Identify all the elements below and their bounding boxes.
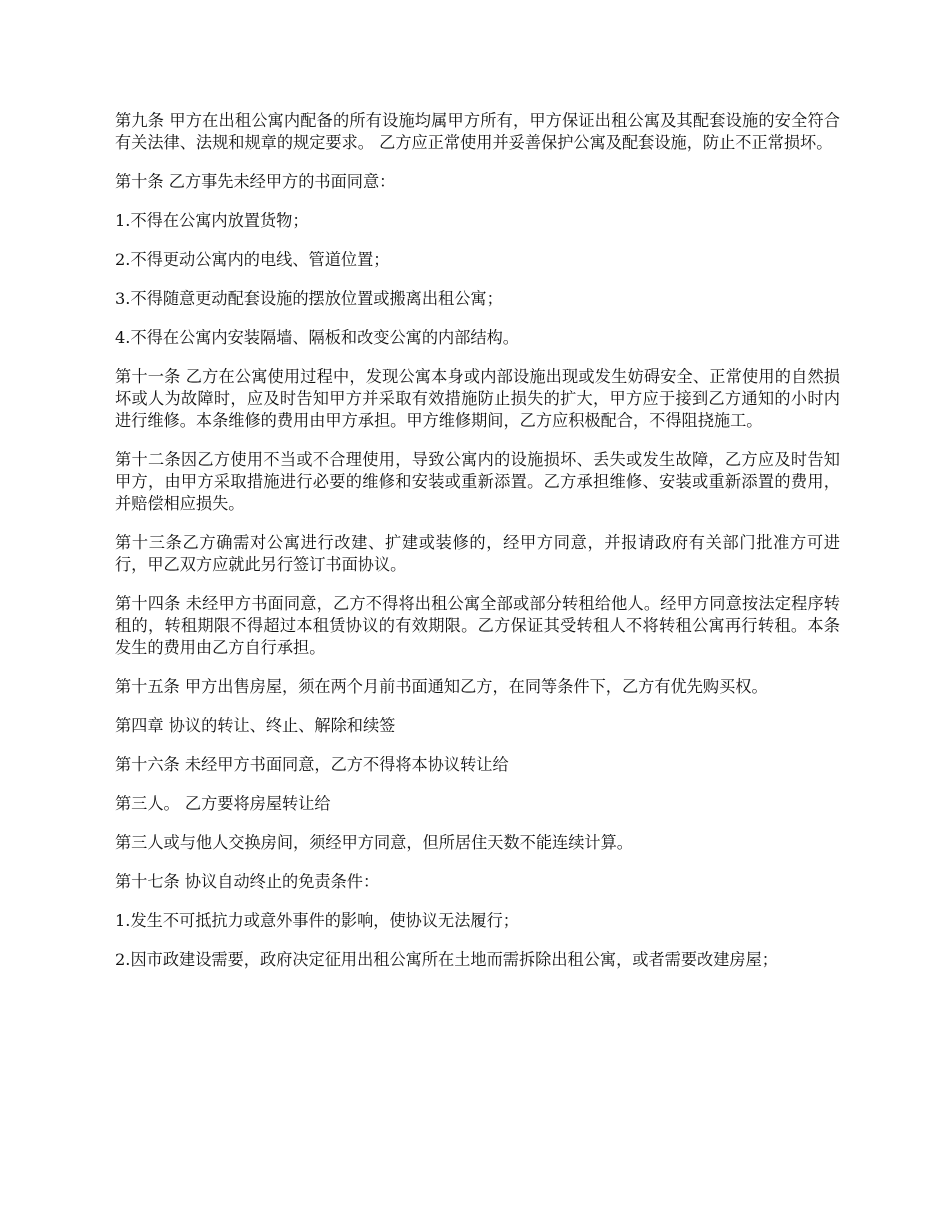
article-11-paragraph: 第十一条 乙方在公寓使用过程中，发现公寓本身或内部设施出现或发生妨碍安全、正常使用的自然损坏或人为故障时，应及时告知甲方并采取有效措施防止损失的扩大，甲方应于接到乙方通知的小时内进行维修。本条维修的费用由甲方承担。甲方维修期间，乙方应积极配合，不得阻挠施工。: [115, 367, 840, 430]
article-10-paragraph: 第十条 乙方事先未经甲方的书面同意：: [115, 172, 396, 191]
article-17-item-1: 1.发生不可抵抗力或意外事件的影响，使协议无法履行；: [115, 911, 519, 930]
article-15-paragraph: 第十五条 甲方出售房屋，须在两个月前书面通知乙方，在同等条件下，乙方有优先购买权。: [115, 677, 768, 696]
article-16-continuation-2: 第三人或与他人交换房间，须经甲方同意，但所居住天数不能连续计算。: [115, 833, 633, 852]
article-10-item-4: 4.不得在公寓内安装隔墙、隔板和改变公寓的内部结构。: [115, 328, 519, 347]
chapter-4-heading: 第四章 协议的转让、终止、解除和续签: [115, 716, 396, 735]
article-17-paragraph: 第十七条 协议自动终止的免责条件：: [115, 872, 380, 891]
article-17-item-2: 2.因市政建设需要，政府决定征用出租公寓所在土地而需拆除出租公寓，或者需要改建房屋；: [115, 950, 778, 969]
article-16-paragraph: 第十六条 未经甲方书面同意，乙方不得将本协议转让给: [115, 755, 509, 774]
article-9-paragraph: 第九条 甲方在出租公寓内配备的所有设施均属甲方所有，甲方保证出租公寓及其配套设施的安全符合有关法律、法规和规章的规定要求。 乙方应正常使用并妥善保护公寓及配套设施，防止不正常损坏。: [115, 111, 840, 152]
document-page: [115, 110, 840, 988]
article-10-item-2: 2.不得更动公寓内的电线、管道位置；: [115, 250, 390, 269]
article-10-item-1: 1.不得在公寓内放置货物；: [115, 211, 309, 230]
article-14-paragraph: 第十四条 未经甲方书面同意，乙方不得将出租公寓全部或部分转租给他人。经甲方同意按法定程序转租的，转租期限不得超过本租赁协议的有效期限。乙方保证其受转租人不将转租公寓再行转租。本条发生的费用由乙方自行承担。: [115, 594, 840, 657]
article-13-paragraph: 第十三条乙方确需对公寓进行改建、扩建或装修的，经甲方同意，并报请政府有关部门批准方可进行，甲乙双方应就此另行签订书面协议。: [115, 533, 840, 574]
article-16-continuation-1: 第三人。 乙方要将房屋转让给: [115, 794, 331, 813]
article-10-item-3: 3.不得随意更动配套设施的摆放位置或搬离出租公寓；: [115, 289, 503, 308]
article-12-paragraph: 第十二条因乙方使用不当或不合理使用，导致公寓内的设施损坏、丢失或发生故障，乙方应及时告知甲方，由甲方采取措施进行必要的维修和安装或重新添置。乙方承担维修、安装或重新添置的费用，并赔偿相应损失。: [115, 450, 840, 513]
